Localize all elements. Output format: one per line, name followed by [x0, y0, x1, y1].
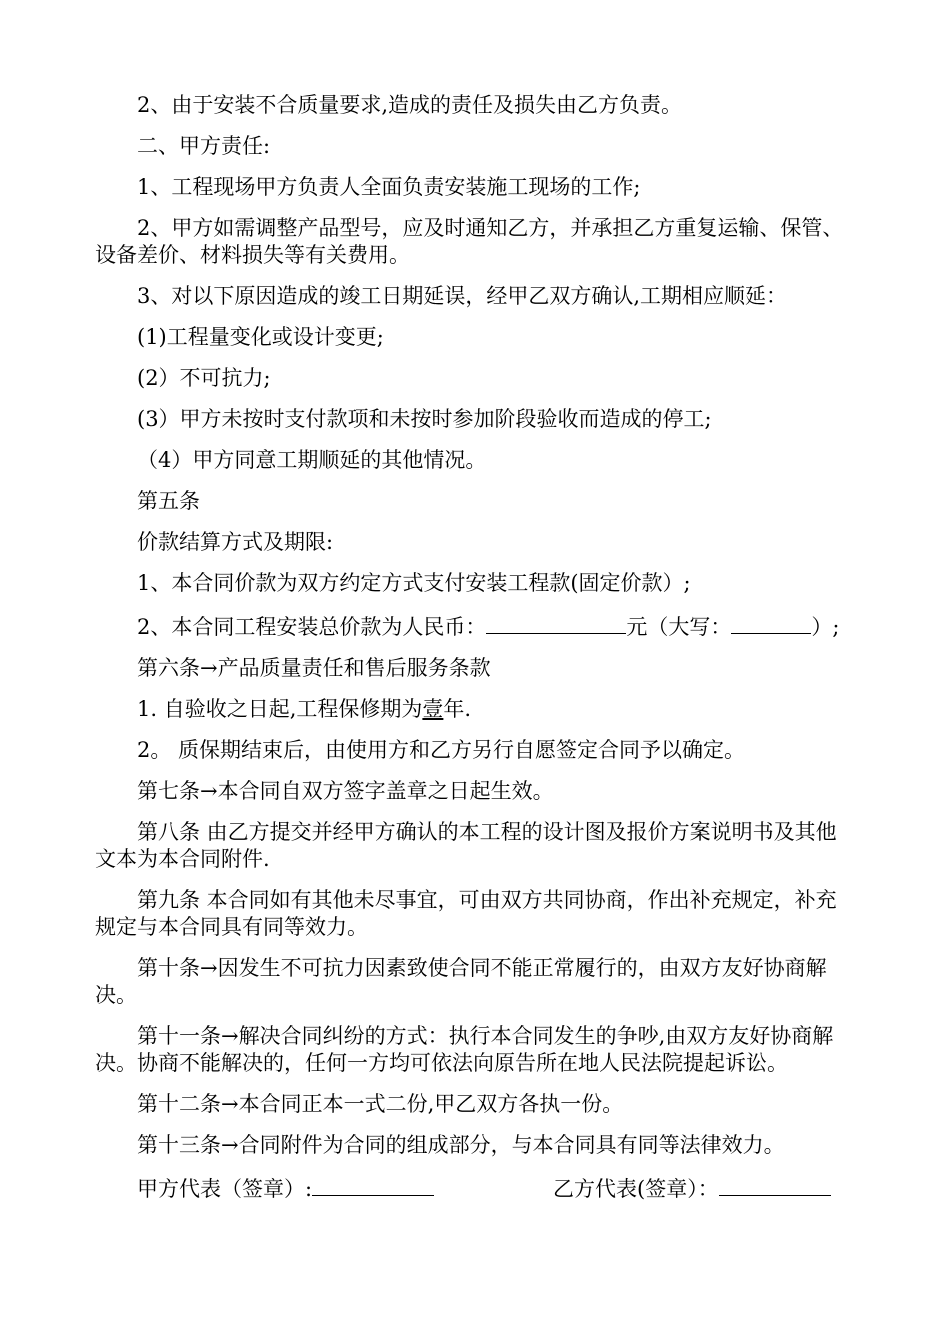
price-clause	[95, 611, 855, 641]
list-item: （4）甲方同意工期顺延的其他情况。	[137, 448, 487, 472]
signature-row	[95, 1173, 855, 1203]
article-text: 第九条 本合同如有其他未尽事宜，可由双方共同协商，作出补充规定，补充规定与本合同具有同等效力。	[95, 888, 837, 939]
list-item: (1)工程量变化或设计变更;	[137, 325, 384, 349]
price-suffix: ）;	[811, 615, 840, 639]
article-text: 第十条→因发生不可抗力因素致使合同不能正常履行的，由双方友好协商解决。	[95, 956, 827, 1007]
price-middle: 元（大写：	[626, 615, 732, 639]
clause-text: 价款结算方式及期限:	[137, 530, 334, 554]
warranty-prefix: 1. 自验收之日起,工程保修期为	[137, 697, 423, 721]
list-item: (2）不可抗力;	[137, 366, 271, 390]
amount-blank[interactable]	[486, 611, 626, 634]
clause-text: 2、甲方如需调整产品型号，应及时通知乙方，并承担乙方重复运输、保管、设备差价、材料损失等有关费用。	[95, 216, 844, 267]
article-text: 第十一条→解决合同纠纷的方式：执行本合同发生的争吵,由双方友好协商解决。协商不能解决的，任何一方均可依法向原告所在地人民法院提起诉讼。	[95, 1024, 834, 1075]
party-b-signature	[553, 1173, 831, 1203]
clause-text: 2、由于安装不合质量要求,造成的责任及损失由乙方负责。	[137, 93, 683, 117]
party-a-signature	[137, 1173, 434, 1203]
clause-text: 3、对以下原因造成的竣工日期延误，经甲乙双方确认,工期相应顺延：	[137, 284, 788, 308]
article-text: 第七条→本合同自双方签字盖章之日起生效。	[137, 779, 554, 803]
clause-text: 1、工程现场甲方负责人全面负责安装施工现场的工作;	[137, 175, 641, 199]
article-text: 第十二条→本合同正本一式二份,甲乙双方各执一份。	[137, 1092, 624, 1116]
price-prefix: 2、本合同工程安装总价款为人民币：	[137, 615, 487, 639]
clause-text: 1、本合同价款为双方约定方式支付安装工程款(固定价款）;	[137, 571, 691, 595]
party-a-label: 甲方代表（签章）:	[137, 1177, 313, 1201]
article-text: 第十三条→合同附件为合同的组成部分，与本合同具有同等法律效力。	[137, 1133, 785, 1157]
list-item: (3）甲方未按时支付款项和未按时参加阶段验收而造成的停工;	[137, 407, 712, 431]
contract-page	[95, 92, 855, 1203]
party-b-label: 乙方代表(签章）：	[553, 1177, 719, 1201]
article-text: 第八条 由乙方提交并经甲方确认的本工程的设计图及报价方案说明书及其他文本为本合同附件.	[95, 820, 837, 871]
section-heading: 二、甲方责任:	[137, 134, 271, 158]
party-b-signature-blank[interactable]	[719, 1173, 831, 1196]
party-a-signature-blank[interactable]	[312, 1173, 434, 1196]
warranty-suffix: 年.	[443, 697, 472, 721]
warranty-years: 壹	[422, 697, 444, 721]
article-heading: 第六条→产品质量责任和售后服务条款	[137, 656, 491, 680]
clause-text: 2。 质保期结束后，由使用方和乙方另行自愿签定合同予以确定。	[137, 738, 746, 762]
capital-amount-blank[interactable]	[731, 611, 811, 634]
article-heading: 第五条	[137, 489, 200, 513]
warranty-clause	[95, 696, 855, 723]
